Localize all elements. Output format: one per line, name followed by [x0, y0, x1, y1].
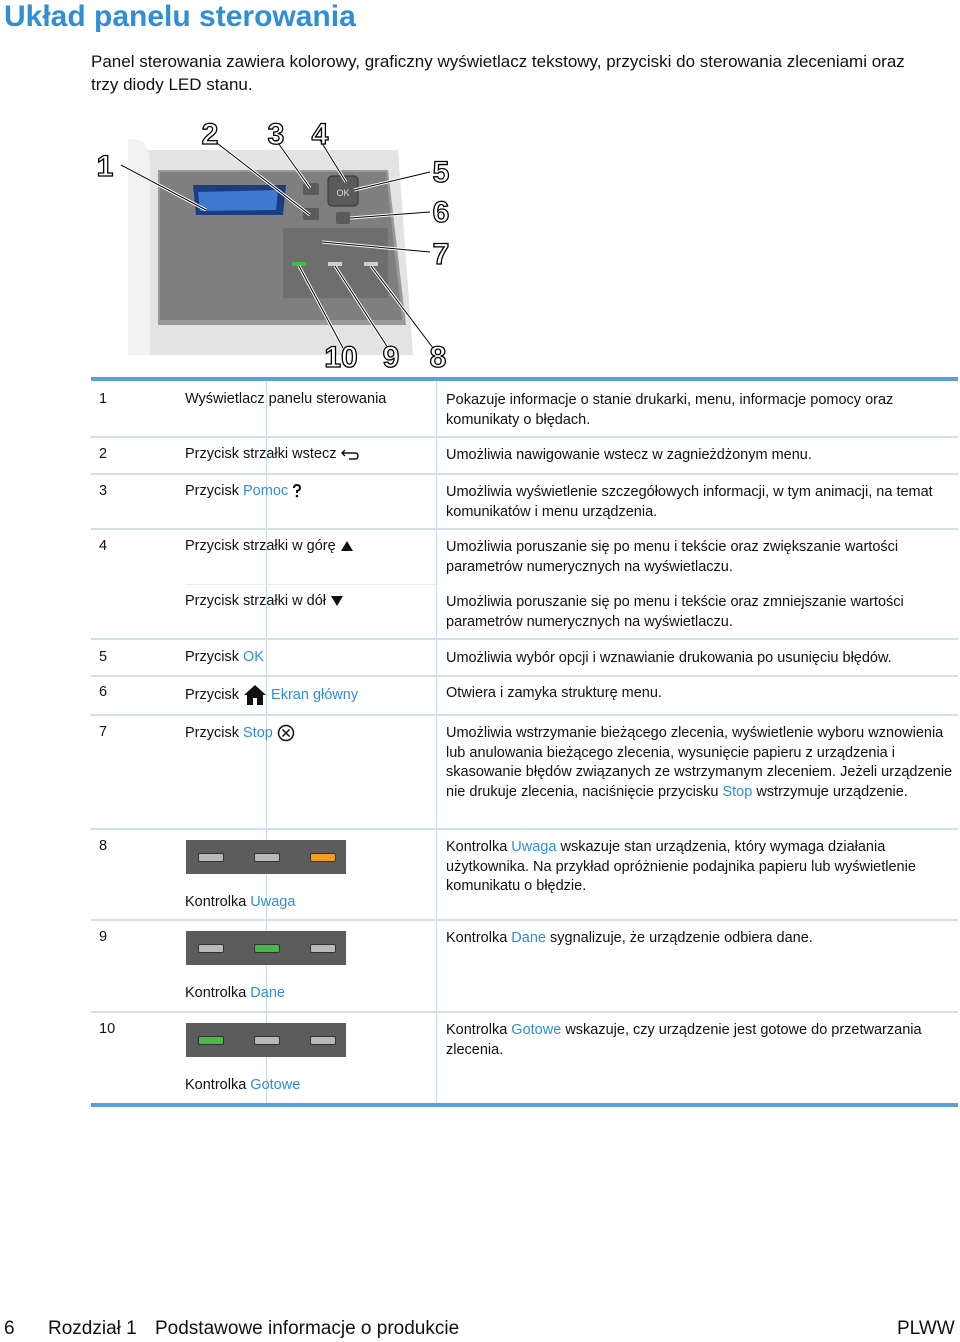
row-description-text: Umożliwia wstrzymanie bieżącego zlecenia, wyświetlenie wyboru wznowienia lub anulowania bieżącego zlecenia, wysunięcie papieru z urządzenia i skasowanie błędów związanych ze wstrzymanym zleceniem. Jeżeli urządzenie nie drukuje zlecenia, naciśnięcie przycisku — [446, 725, 953, 800]
row-number: 1 — [99, 391, 108, 407]
row-separator — [91, 919, 958, 921]
stop-link-inline[interactable]: Stop — [722, 783, 753, 800]
row-name-prefix: Przycisk — [185, 724, 239, 741]
row-description-text: wskazuje stan urządzenia, który wymaga działania użytkownika. Na przykład opróżnienie podajnika papieru lub wyświetlenie komunikatu o błędzie. — [446, 839, 916, 894]
table-bottom-rule — [91, 1103, 958, 1107]
row-description — [446, 1021, 954, 1060]
row-name-prefix: Kontrolka — [185, 894, 247, 910]
row-separator — [91, 714, 958, 716]
row-number: 4 — [99, 538, 108, 554]
row-name-prefix: Kontrolka — [185, 985, 247, 1001]
row-separator — [91, 1011, 958, 1013]
row-separator — [91, 638, 958, 640]
row-name — [185, 446, 435, 462]
row-name-prefix: Przycisk — [185, 483, 239, 499]
up-arrow-icon — [340, 540, 354, 552]
callout-3: 3 — [267, 118, 285, 151]
callout-1: 1 — [96, 150, 114, 183]
row-description: Umożliwia nawigowanie wstecz w zagnieżdżonym menu. — [446, 447, 812, 463]
row-description-text: Kontrolka — [446, 1022, 508, 1038]
ok-button-label: OK — [336, 188, 350, 198]
question-mark-icon — [292, 484, 302, 498]
callout-10: 10 — [324, 341, 358, 374]
row-separator — [91, 828, 958, 830]
page-title: Układ panelu sterowania — [4, 0, 356, 33]
callout-5: 5 — [432, 156, 450, 189]
led-off — [254, 1036, 280, 1045]
row-separator — [91, 473, 958, 475]
row-description: Otwiera i zamyka strukturę menu. — [446, 685, 662, 701]
callout-4: 4 — [311, 118, 329, 151]
data-link[interactable]: Dane — [250, 985, 285, 1001]
stop-icon — [277, 724, 295, 742]
home-icon — [243, 684, 267, 706]
table-top-rule — [91, 377, 958, 381]
ready-led-illustration — [186, 1023, 346, 1057]
row-number: 2 — [99, 446, 108, 462]
down-arrow-icon — [330, 595, 344, 607]
sub-row-separator — [186, 584, 436, 585]
data-link[interactable]: Dane — [511, 930, 546, 946]
row-name-text: Przycisk strzałki w górę — [185, 538, 336, 554]
row-description: Umożliwia wybór opcji i wznawianie drukowania po usunięciu błędów. — [446, 650, 892, 666]
callout-6: 6 — [432, 196, 450, 229]
row-description: Umożliwia poruszanie się po menu i tekście oraz zwiększanie wartości parametrów numerycznych na wyświetlaczu. — [446, 539, 899, 575]
ready-link[interactable]: Gotowe — [511, 1022, 562, 1038]
led-attention-on — [310, 853, 336, 862]
row-name — [185, 483, 435, 499]
intro-paragraph: Panel sterowania zawiera kolorowy, graficzny wyświetlacz tekstowy, przyciski do sterowania zleceniami oraz trzy diody LED stanu. — [91, 52, 905, 94]
row-name — [185, 649, 435, 665]
attention-link[interactable]: Uwaga — [511, 839, 557, 855]
led-off — [310, 944, 336, 953]
row-description-text: wstrzymuje urządzenie. — [756, 783, 908, 800]
row-description-text: sygnalizuje, że urządzenie odbiera dane. — [550, 930, 813, 946]
led-off — [310, 1036, 336, 1045]
led-ready-on — [198, 1036, 224, 1045]
ok-link[interactable]: OK — [243, 649, 264, 665]
row-description: Umożliwia wyświetlenie szczegółowych informacji, w tym animacji, na temat komunikatów i menu urządzenia. — [446, 484, 933, 520]
row-separator — [91, 436, 958, 438]
document-code: PLWW — [897, 1318, 955, 1339]
control-panel-illustration — [88, 110, 508, 378]
callout-9: 9 — [382, 341, 400, 374]
row-description — [446, 929, 954, 949]
row-name-text: Przycisk strzałki wstecz — [185, 446, 337, 462]
callout-2: 2 — [201, 118, 219, 151]
row-name-text: Przycisk strzałki w dół — [185, 593, 326, 609]
row-name-prefix: Przycisk — [185, 686, 239, 703]
callout-8: 8 — [429, 341, 447, 374]
row-name — [185, 684, 435, 706]
back-arrow-icon — [341, 448, 359, 460]
row-description: Pokazuje informacje o stanie drukarki, menu, informacje pomocy oraz komunikaty o błędach. — [446, 392, 894, 428]
row-description: Umożliwia poruszanie się po menu i tekście oraz zmniejszanie wartości parametrów numerycznych na wyświetlaczu. — [446, 594, 904, 630]
chapter-title: Podstawowe informacje o produkcie — [155, 1318, 460, 1339]
row-number: 9 — [99, 929, 108, 945]
data-led-illustration — [186, 931, 346, 965]
row-separator — [91, 528, 958, 530]
row-description-text: Kontrolka — [446, 839, 508, 855]
row-description-text: Kontrolka — [446, 930, 508, 946]
row-number: 5 — [99, 649, 108, 665]
row-name — [185, 894, 435, 910]
row-description-text: wskazuje, czy urządzenie jest gotowe do przetwarzania zlecenia. — [446, 1022, 922, 1058]
row-number: 10 — [99, 1021, 116, 1037]
row-number: 6 — [99, 684, 108, 700]
row-description — [446, 838, 954, 897]
row-name — [185, 593, 435, 609]
row-name — [185, 985, 435, 1001]
help-link[interactable]: Pomoc — [243, 483, 289, 499]
row-name-prefix: Kontrolka — [185, 1077, 247, 1093]
led-off — [198, 944, 224, 953]
ready-link[interactable]: Gotowe — [250, 1077, 301, 1093]
row-number: 7 — [99, 724, 108, 740]
column-divider — [436, 381, 437, 1103]
row-description — [446, 724, 954, 802]
callout-7: 7 — [432, 238, 450, 271]
row-name: Wyświetlacz panelu sterowania — [185, 391, 387, 407]
row-name — [185, 1077, 435, 1093]
led-off — [198, 853, 224, 862]
home-link[interactable]: Ekran główny — [271, 686, 359, 703]
row-number: 3 — [99, 483, 108, 499]
chapter-label: Rozdział 1 — [48, 1318, 137, 1339]
row-name — [185, 724, 435, 742]
row-name-prefix: Przycisk — [185, 649, 239, 665]
row-number: 8 — [99, 838, 108, 854]
row-separator — [91, 675, 958, 677]
row-name — [185, 538, 435, 554]
attention-led-illustration — [186, 840, 346, 874]
stop-link[interactable]: Stop — [243, 724, 273, 741]
led-data-on — [254, 944, 280, 953]
led-off — [254, 853, 280, 862]
attention-link[interactable]: Uwaga — [250, 894, 296, 910]
page-number: 6 — [4, 1318, 15, 1339]
